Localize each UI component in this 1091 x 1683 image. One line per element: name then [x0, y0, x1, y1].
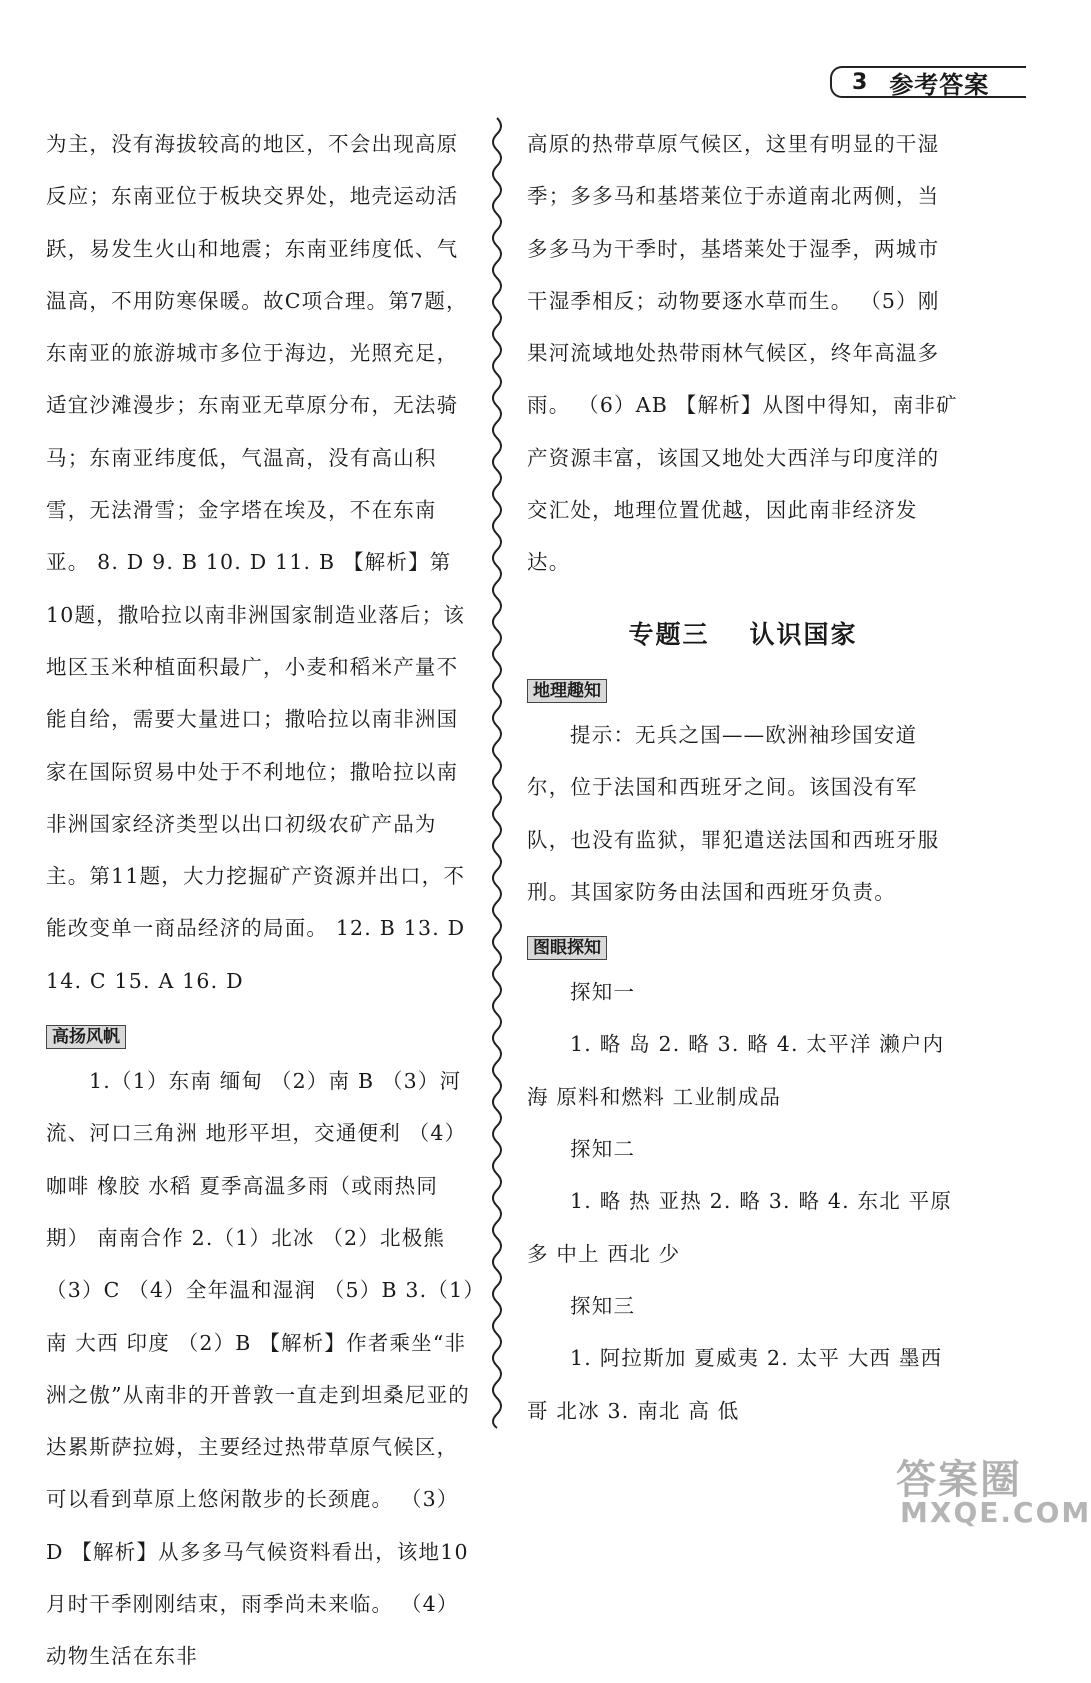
- section-label: 专题三: [628, 619, 710, 649]
- page-header: [830, 66, 1026, 98]
- watermark-logo: [896, 1448, 1091, 1530]
- section-heading: [527, 609, 959, 661]
- explore-answer: 1. 阿拉斯加 夏威夷 2. 太平 大西 墨西哥 北冰 3. 南北 高 低: [527, 1346, 943, 1423]
- explore-answer: 1. 略 热 亚热 2. 略 3. 略 4. 东北 平原 多 中上 西北 少: [527, 1189, 953, 1266]
- hint-paragraph: 提示：无兵之国——欧洲袖珍国安道尔，位于法国和西班牙之间。该国没有军队，也没有监狱，罪犯遣送法国和西班牙服刑。其国家防务由法国和西班牙负责。: [527, 722, 940, 904]
- page-number: 3: [852, 69, 868, 95]
- column-divider: [484, 118, 510, 1428]
- answer-paragraph: 1.（1）东南 缅甸 （2）南 B （3）河流、河口三角洲 地形平坦，交通便利 （4）咖啡 橡胶 水稻 夏季高温多雨（或雨热同期） 南南合作 2.（1）北冰 （2）北极熊 （3）C （4）全年温和湿润 （5）B 3.（1）南 大西 印度 （2）B 【解析】作者乘坐“非洲之傲”从南非的开普敦一直走到坦桑尼亚的达累斯萨拉姆，主要经过热带草原气候区，可以看到草原上悠闲散步的长颈鹿。 （3）D 【解析】从多多马气候资料看出，该地10月时干季刚刚结束，雨季尚未来临。 （4）动物生活在东非: [46, 1069, 475, 1669]
- watermark-top-text: 答案圈: [896, 1457, 1022, 1503]
- watermark-bottom-text: MXQE.COM: [900, 1496, 1091, 1529]
- header-title: 参考答案: [889, 70, 990, 99]
- section-tag-row: [527, 926, 959, 966]
- answer-paragraph: 为主，没有海拔较高的地区，不会出现高原反应；东南亚位于板块交界处，地壳运动活跃，易发生火山和地震；东南亚纬度低、气温高，不用防寒保暖。故C项合理。第7题，东南亚的旅游城市多位于海边，光照充足，适宜沙滩漫步；东南亚无草原分布，无法骑马；东南亚纬度低，气温高，没有高山积雪，无法滑雪；金字塔在埃及，不在东南亚。 8. D 9. B 10. D 11. B 【解析】第10题，撒哈拉以南非洲国家制造业落后；该地区玉米种植面积最广，小麦和稻米产量不能自给，需要大量进口；撒哈拉以南非洲国家在国际贸易中处于不利地位；撒哈拉以南非洲国家经济类型以出口初级农矿产品为主。第11题，大力挖掘矿产资源并出口，不能改变单一商品经济的局面。 12. B 13. D 14. C 15. A 16. D: [46, 132, 468, 993]
- explore-title: 探知一: [570, 980, 636, 1005]
- explore-title: 探知三: [570, 1293, 636, 1318]
- section-tag-tuyan: 图眼探知: [527, 936, 607, 960]
- answer-paragraph: 高原的热带草原气候区，这里有明显的干湿季；多多马和基塔莱位于赤道南北两侧，当多多马为干季时，基塔莱处于湿季，两城市干湿季相反；动物要逐水草而生。 （5）刚果河流域地处热带雨林气候区，终年高温多雨。 （6）AB 【解析】从图中得知，南非矿产资源丰富，该国又地处大西洋与印度洋的交汇处，地理位置优越，因此南非经济发达。: [527, 132, 958, 575]
- left-column: [46, 118, 476, 1683]
- section-tag-row: [527, 669, 959, 709]
- explore-answer: 1. 略 岛 2. 略 3. 略 4. 太平洋 濑户内海 原料和燃料 工业制成品: [527, 1032, 945, 1109]
- section-tag-gaoyang: 高扬风帆: [46, 1025, 126, 1049]
- section-tag-row: [46, 1015, 476, 1055]
- section-title: 认识国家: [749, 619, 858, 649]
- explore-title: 探知二: [570, 1137, 636, 1162]
- section-tag-quzhi: 地理趣知: [527, 679, 607, 703]
- right-column: [527, 118, 959, 1437]
